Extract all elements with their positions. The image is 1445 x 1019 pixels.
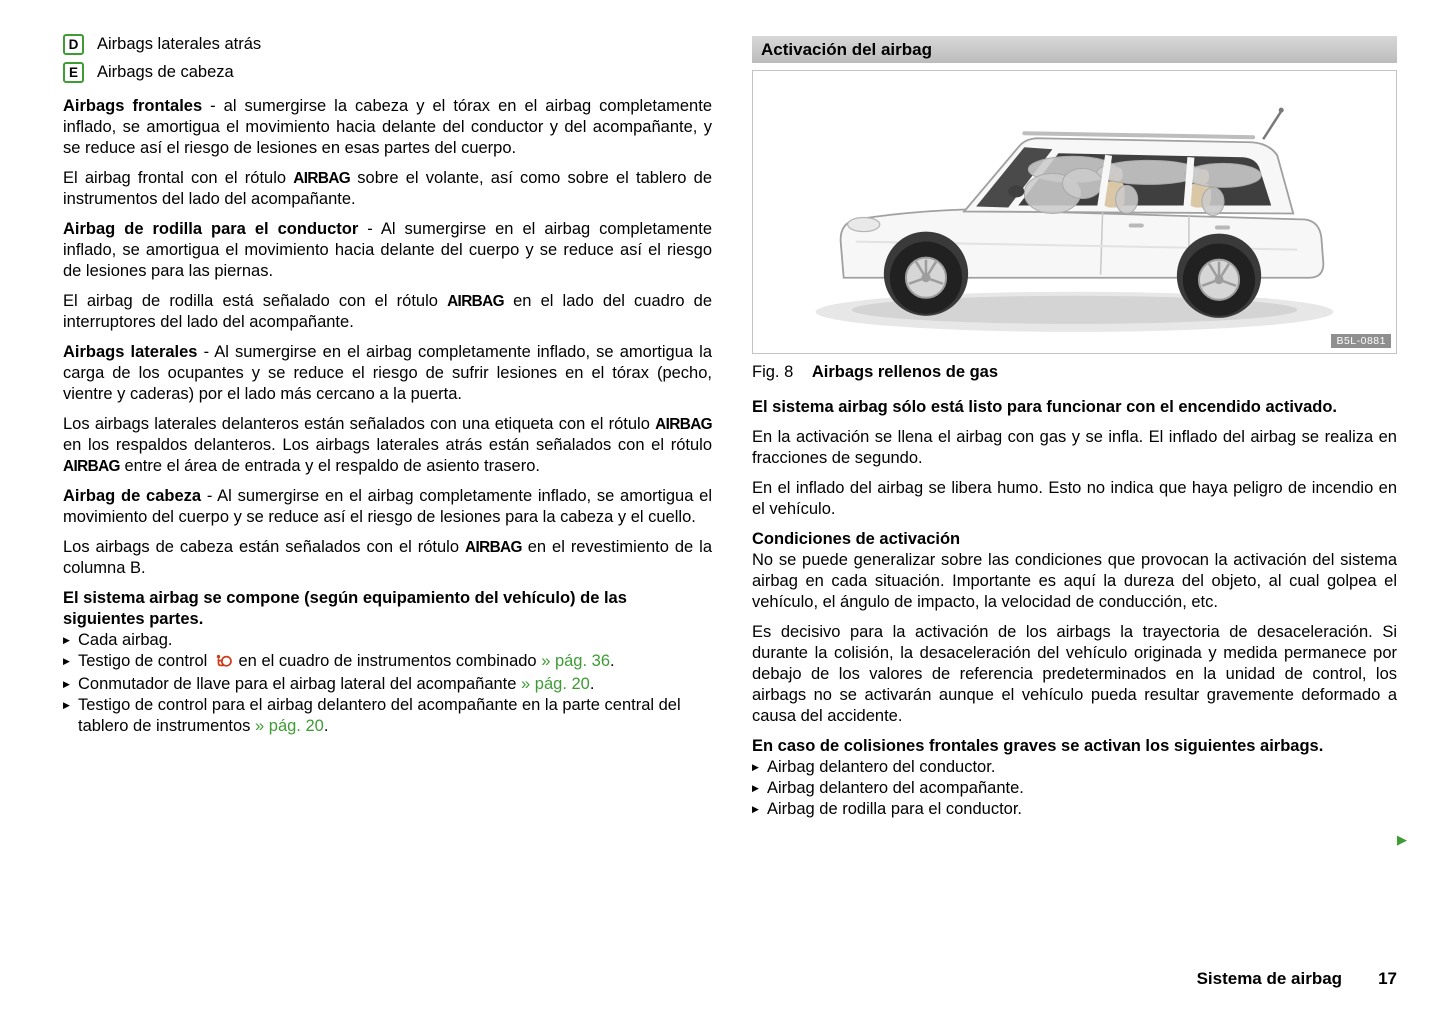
airbag-legend	[63, 33, 712, 84]
paragraph: Airbag de rodilla para el conductor - Al sumergirse en el airbag completamente inflado, se amortigua el movimiento hacia delante del cuerpo y se reduce así el riesgo de lesiones para las piernas.	[63, 220, 712, 280]
footer-section-label: Sistema de airbag	[1196, 969, 1343, 988]
left-text-blocks	[63, 96, 712, 737]
list-item	[63, 630, 712, 651]
legend-item	[63, 61, 712, 84]
airbag-logo-label: AIRBAG	[655, 416, 712, 433]
page-reference-link[interactable]: » pág. 20	[521, 675, 590, 693]
legend-item	[63, 33, 712, 56]
paragraph: Airbags frontales - al sumergirse la cabeza y el tórax en el airbag completamente inflado, se amortigua el movimiento hacia delante del conductor y del acompañante, y se reduce así el riesgo de lesiones en esas partes del cuerpo.	[63, 97, 712, 157]
airbag-logo-label: AIRBAG	[447, 293, 504, 310]
list-item-text: Airbag delantero del acompañante.	[767, 779, 1024, 797]
section-title-bar	[752, 36, 1397, 63]
legend-key-box: D	[63, 34, 84, 55]
list-item-text: Airbag de rodilla para el conductor.	[767, 800, 1022, 818]
car-airbags-illustration	[753, 71, 1396, 353]
figure-code-badge: B5L-0881	[1331, 334, 1391, 348]
list-item	[63, 651, 712, 674]
list-item-text: Testigo de control para el airbag delantero del acompañante en la parte central del tablero de instrumentos » pág. 20.	[78, 696, 681, 735]
list-item	[63, 674, 712, 695]
page-footer	[752, 969, 1397, 989]
legend-key-box: E	[63, 62, 84, 83]
paragraph: Airbag de cabeza - Al sumergirse en el airbag completamente inflado, se amortigua el movimiento del cuerpo y se reduce así el riesgo de lesiones para la cabeza y el cuello.	[63, 487, 713, 526]
right-column	[752, 36, 1397, 820]
left-column	[63, 33, 712, 737]
airbag-logo-label: AIRBAG	[464, 539, 522, 556]
list-item	[63, 695, 712, 737]
paragraph-heading: El sistema airbag se compone (según equipamiento del vehículo) de las siguientes partes.	[63, 589, 627, 628]
bullet-triangle-icon: ▶	[63, 656, 70, 666]
section-title: Activación del airbag	[761, 40, 932, 59]
list-item	[752, 778, 1397, 799]
paragraph: El sistema airbag sólo está listo para funcionar con el encendido activado.	[752, 398, 1338, 416]
paragraph-heading: Condiciones de activación	[752, 530, 961, 548]
paragraph: No se puede generalizar sobre las condiciones que provocan la activación del sistema airbag en cada situación. Importante es aquí la dureza del objeto, al cual golpea el vehículo, el ángulo de impacto, la velocidad de conducción, etc.	[752, 551, 1397, 611]
airbag-logo-label: AIRBAG	[293, 170, 351, 187]
bullet-triangle-icon: ▶	[752, 762, 759, 772]
bullet-triangle-icon: ▶	[63, 700, 70, 710]
airbag-indicator-icon	[214, 653, 232, 674]
legend-label: Airbags de cabeza	[97, 63, 234, 81]
right-text-blocks	[752, 397, 1397, 820]
list-item-text: Airbag delantero del conductor.	[767, 758, 996, 776]
paragraph: Los airbags laterales delanteros están señalados con una etiqueta con el rótulo AIRBAG en los respaldos delanteros. Los airbags laterales atrás están señalados con el rótulo AIRBAG entre el área de entrada y el respaldo de asiento trasero.	[63, 415, 712, 475]
paragraph: El airbag frontal con el rótulo AIRBAG sobre el volante, así como sobre el tablero de instrumentos del lado del acompañante.	[63, 169, 712, 208]
figure-number: Fig. 8	[752, 363, 794, 381]
bullet-triangle-icon: ▶	[63, 679, 70, 689]
figure-title: Airbags rellenos de gas	[811, 363, 999, 381]
list-item-text: Conmutador de llave para el airbag lateral del acompañante » pág. 20.	[78, 675, 595, 693]
page-number: 17	[1378, 969, 1397, 988]
bullet-triangle-icon: ▶	[752, 783, 759, 793]
paragraph: En el inflado del airbag se libera humo. Esto no indica que haya peligro de incendio en el vehículo.	[752, 479, 1397, 518]
paragraph: Airbags laterales - Al sumergirse en el airbag completamente inflado, se amortigua la carga de los ocupantes y se reduce el riesgo de sufrir lesiones en el tórax (pecho, vientre y caderas) por el lado más cercano a la puerta.	[63, 343, 712, 403]
bullet-triangle-icon: ▶	[752, 804, 759, 814]
page-reference-link[interactable]: » pág. 36	[541, 652, 610, 670]
figure-caption	[752, 363, 1397, 382]
bullet-triangle-icon: ▶	[63, 635, 70, 645]
page-reference-link[interactable]: » pág. 20	[255, 717, 324, 735]
legend-label: Airbags laterales atrás	[97, 35, 262, 53]
continuation-arrow-icon: ▶	[1397, 832, 1407, 847]
paragraph: En la activación se llena el airbag con gas y se infla. El inflado del airbag se realiza en fracciones de segundo.	[752, 428, 1397, 467]
paragraph: Es decisivo para la activación de los airbags la trayectoria de desaceleración. Si durante la colisión, la desaceleración del vehículo originada y medida permanece por debajo de los valores de referencia predeterminados en la unidad de control, los airbags no se activarán aunque el vehículo pueda resultar gravemente deformado a causa del accidente.	[752, 623, 1397, 725]
airbag-logo-label: AIRBAG	[63, 458, 120, 475]
list-item-text: Testigo de control en el cuadro de instrumentos combinado » pág. 36.	[78, 651, 712, 674]
paragraph: El airbag de rodilla está señalado con el rótulo AIRBAG en el lado del cuadro de interruptores del lado del acompañante.	[63, 292, 712, 331]
list-item	[752, 757, 1397, 778]
paragraph: Los airbags de cabeza están señalados con el rótulo AIRBAG en el revestimiento de la columna B.	[63, 538, 712, 577]
list-item	[752, 799, 1397, 820]
figure-frame	[752, 70, 1397, 354]
list-item-text: Cada airbag.	[78, 631, 173, 649]
paragraph-heading: En caso de colisiones frontales graves se activan los siguientes airbags.	[752, 737, 1324, 755]
